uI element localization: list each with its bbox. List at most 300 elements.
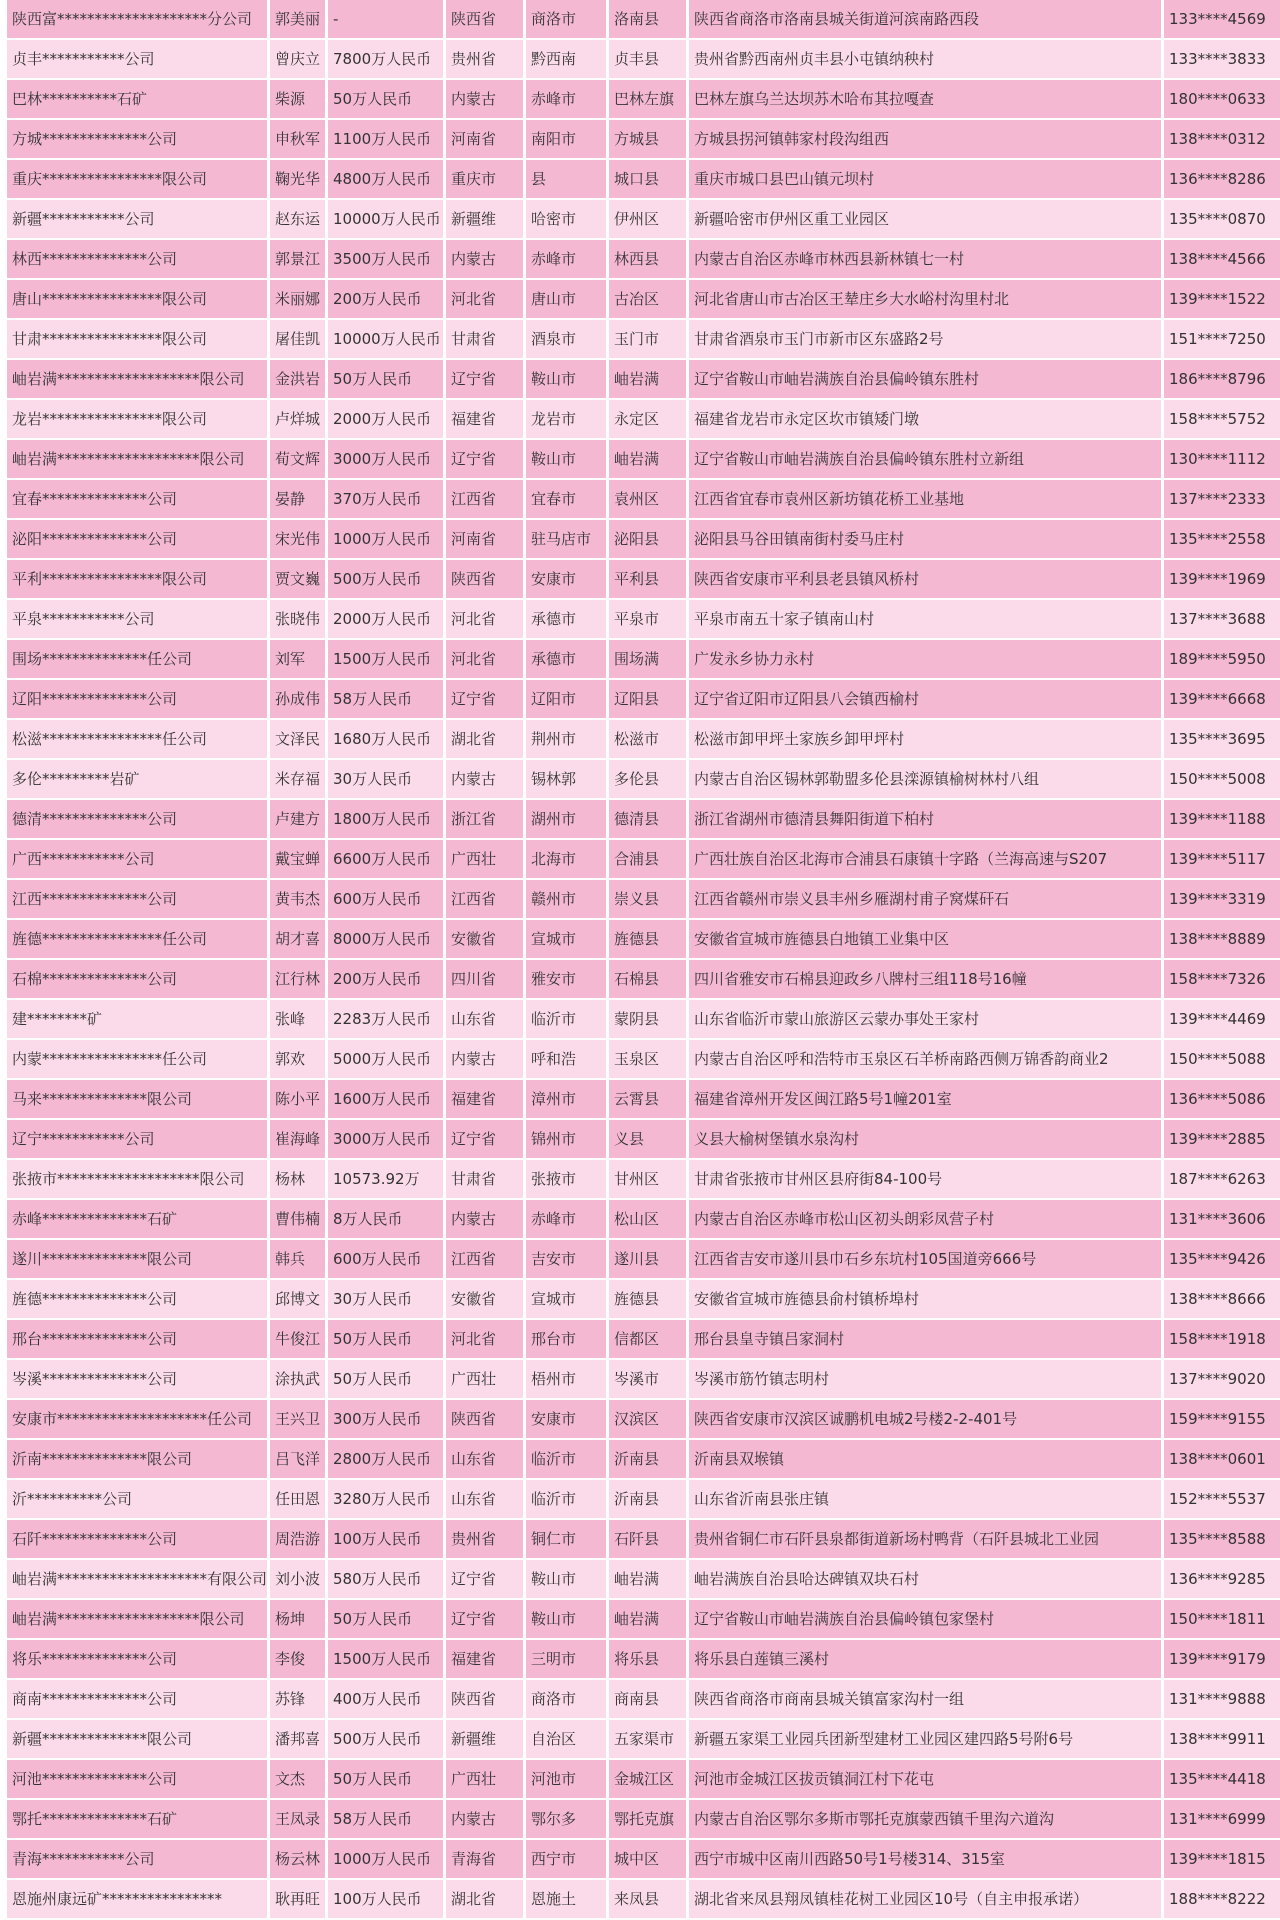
province-cell: 河南省 <box>446 120 523 160</box>
city-cell: 宣城市 <box>526 920 606 960</box>
district-cell: 伊州区 <box>609 200 686 240</box>
city-cell: 南阳市 <box>526 120 606 160</box>
table-row <box>7 680 1280 720</box>
city-cell: 赤峰市 <box>526 80 606 120</box>
company-name-cell: 将乐**************公司 <box>7 1640 267 1680</box>
address-cell: 广西壮族自治区北海市合浦县石康镇十字路（兰海高速与S207 <box>689 840 1161 880</box>
registered-capital-cell: 58万人民币 <box>328 680 443 720</box>
address-cell: 辽宁省鞍山市岫岩满族自治县偏岭镇东胜村 <box>689 360 1161 400</box>
registered-capital-cell: 58万人民币 <box>328 1800 443 1840</box>
table-row <box>7 1400 1280 1440</box>
city-cell: 临沂市 <box>526 1440 606 1480</box>
registered-capital-cell: 50万人民币 <box>328 1320 443 1360</box>
contact-name-cell: 卢烊城 <box>270 400 325 440</box>
table-row <box>7 440 1280 480</box>
province-cell: 内蒙古 <box>446 1800 523 1840</box>
registered-capital-cell: 1000万人民币 <box>328 1840 443 1880</box>
contact-name-cell: 韩兵 <box>270 1240 325 1280</box>
province-cell: 甘肃省 <box>446 320 523 360</box>
district-cell: 旌德县 <box>609 920 686 960</box>
company-name-cell: 新疆**************限公司 <box>7 1720 267 1760</box>
company-name-cell: 宜春**************公司 <box>7 480 267 520</box>
table-row <box>7 760 1280 800</box>
province-cell: 安徽省 <box>446 1280 523 1320</box>
city-cell: 承德市 <box>526 600 606 640</box>
address-cell: 将乐县白莲镇三溪村 <box>689 1640 1161 1680</box>
district-cell: 沂南县 <box>609 1440 686 1480</box>
phone-cell: 135****0870 <box>1164 200 1280 240</box>
province-cell: 内蒙古 <box>446 760 523 800</box>
city-cell: 吉安市 <box>526 1240 606 1280</box>
company-name-cell: 建********矿 <box>7 1000 267 1040</box>
district-cell: 泌阳县 <box>609 520 686 560</box>
city-cell: 赣州市 <box>526 880 606 920</box>
province-cell: 广西壮 <box>446 1360 523 1400</box>
phone-cell: 139****6668 <box>1164 680 1280 720</box>
district-cell: 玉门市 <box>609 320 686 360</box>
phone-cell: 139****5117 <box>1164 840 1280 880</box>
address-cell: 岑溪市筋竹镇志明村 <box>689 1360 1161 1400</box>
contact-name-cell: 郭欢 <box>270 1040 325 1080</box>
district-cell: 汉滨区 <box>609 1400 686 1440</box>
phone-cell: 131****6999 <box>1164 1800 1280 1840</box>
table-row <box>7 1440 1280 1480</box>
table-row <box>7 280 1280 320</box>
company-name-cell: 多伦*********岩矿 <box>7 760 267 800</box>
district-cell: 五家渠市 <box>609 1720 686 1760</box>
company-name-cell: 江西**************公司 <box>7 880 267 920</box>
city-cell: 商洛市 <box>526 1680 606 1720</box>
company-name-cell: 遂川**************限公司 <box>7 1240 267 1280</box>
contact-name-cell: 鞠光华 <box>270 160 325 200</box>
company-name-cell: 赤峰**************石矿 <box>7 1200 267 1240</box>
contact-name-cell: 卢建方 <box>270 800 325 840</box>
company-name-cell: 泌阳**************公司 <box>7 520 267 560</box>
contact-name-cell: 王兴卫 <box>270 1400 325 1440</box>
phone-cell: 139****9179 <box>1164 1640 1280 1680</box>
registered-capital-cell: 50万人民币 <box>328 1600 443 1640</box>
district-cell: 林西县 <box>609 240 686 280</box>
registered-capital-cell: 100万人民币 <box>328 1880 443 1920</box>
company-name-cell: 鄂托**************石矿 <box>7 1800 267 1840</box>
city-cell: 县 <box>526 160 606 200</box>
district-cell: 岫岩满 <box>609 440 686 480</box>
phone-cell: 139****3319 <box>1164 880 1280 920</box>
address-cell: 贵州省铜仁市石阡县泉都街道新场村鸭背（石阡县城北工业园 <box>689 1520 1161 1560</box>
district-cell: 德清县 <box>609 800 686 840</box>
table-row <box>7 200 1280 240</box>
registered-capital-cell: 1500万人民币 <box>328 1640 443 1680</box>
district-cell: 义县 <box>609 1120 686 1160</box>
registered-capital-cell: 600万人民币 <box>328 880 443 920</box>
company-name-cell: 贞丰***********公司 <box>7 40 267 80</box>
table-row <box>7 600 1280 640</box>
contact-name-cell: 牛俊江 <box>270 1320 325 1360</box>
phone-cell: 130****1112 <box>1164 440 1280 480</box>
table-row <box>7 1640 1280 1680</box>
phone-cell: 139****1815 <box>1164 1840 1280 1880</box>
city-cell: 承德市 <box>526 640 606 680</box>
phone-cell: 137****3688 <box>1164 600 1280 640</box>
province-cell: 陕西省 <box>446 1400 523 1440</box>
registered-capital-cell: 1680万人民币 <box>328 720 443 760</box>
contact-name-cell: 郭美丽 <box>270 0 325 40</box>
address-cell: 安徽省宣城市旌德县俞村镇桥埠村 <box>689 1280 1161 1320</box>
district-cell: 沂南县 <box>609 1480 686 1520</box>
registered-capital-cell: 50万人民币 <box>328 360 443 400</box>
address-cell: 西宁市城中区南川西路50号1号楼314、315室 <box>689 1840 1161 1880</box>
contact-name-cell: 晏静 <box>270 480 325 520</box>
city-cell: 安康市 <box>526 560 606 600</box>
phone-cell: 158****5752 <box>1164 400 1280 440</box>
table-row <box>7 320 1280 360</box>
province-cell: 辽宁省 <box>446 1120 523 1160</box>
registered-capital-cell: 50万人民币 <box>328 1360 443 1400</box>
company-name-cell: 旌德****************任公司 <box>7 920 267 960</box>
company-name-cell: 沂南**************限公司 <box>7 1440 267 1480</box>
city-cell: 酒泉市 <box>526 320 606 360</box>
table-row <box>7 1240 1280 1280</box>
company-name-cell: 岫岩满********************有限公司 <box>7 1560 267 1600</box>
district-cell: 巴林左旗 <box>609 80 686 120</box>
province-cell: 辽宁省 <box>446 1600 523 1640</box>
phone-cell: 139****2885 <box>1164 1120 1280 1160</box>
contact-name-cell: 杨林 <box>270 1160 325 1200</box>
district-cell: 旌德县 <box>609 1280 686 1320</box>
city-cell: 哈密市 <box>526 200 606 240</box>
city-cell: 铜仁市 <box>526 1520 606 1560</box>
company-name-cell: 广西***********公司 <box>7 840 267 880</box>
contact-name-cell: 涂执武 <box>270 1360 325 1400</box>
province-cell: 四川省 <box>446 960 523 1000</box>
contact-name-cell: 王凤录 <box>270 1800 325 1840</box>
address-cell: 内蒙古自治区呼和浩特市玉泉区石羊桥南路西侧万锦香韵商业2 <box>689 1040 1161 1080</box>
table-row <box>7 920 1280 960</box>
city-cell: 临沂市 <box>526 1000 606 1040</box>
address-cell: 陕西省安康市汉滨区诚鹏机电城2号楼2-2-401号 <box>689 1400 1161 1440</box>
phone-cell: 139****1188 <box>1164 800 1280 840</box>
phone-cell: 136****8286 <box>1164 160 1280 200</box>
registered-capital-cell: 400万人民币 <box>328 1680 443 1720</box>
province-cell: 浙江省 <box>446 800 523 840</box>
district-cell: 遂川县 <box>609 1240 686 1280</box>
table-row <box>7 480 1280 520</box>
phone-cell: 158****7326 <box>1164 960 1280 1000</box>
company-name-cell: 新疆***********公司 <box>7 200 267 240</box>
province-cell: 山东省 <box>446 1000 523 1040</box>
registered-capital-cell: 100万人民币 <box>328 1520 443 1560</box>
registered-capital-cell: 1600万人民币 <box>328 1080 443 1120</box>
contact-name-cell: 曹伟楠 <box>270 1200 325 1240</box>
contact-name-cell: 孙成伟 <box>270 680 325 720</box>
address-cell: 湖北省来凤县翔凤镇桂花树工业园区10号（自主申报承诺） <box>689 1880 1161 1920</box>
company-name-cell: 松滋****************任公司 <box>7 720 267 760</box>
contact-name-cell: 宋光伟 <box>270 520 325 560</box>
district-cell: 贞丰县 <box>609 40 686 80</box>
table-row <box>7 40 1280 80</box>
address-cell: 沂南县双堠镇 <box>689 1440 1161 1480</box>
address-cell: 山东省临沂市蒙山旅游区云蒙办事处王家村 <box>689 1000 1161 1040</box>
contact-name-cell: 贾文巍 <box>270 560 325 600</box>
registered-capital-cell: 3000万人民币 <box>328 1120 443 1160</box>
address-cell: 江西省赣州市崇义县丰州乡雁湖村甫子窝煤矸石 <box>689 880 1161 920</box>
table-row <box>7 1840 1280 1880</box>
district-cell: 玉泉区 <box>609 1040 686 1080</box>
registered-capital-cell: 300万人民币 <box>328 1400 443 1440</box>
address-cell: 河北省唐山市古冶区王辇庄乡大水峪村沟里村北 <box>689 280 1161 320</box>
province-cell: 陕西省 <box>446 0 523 40</box>
province-cell: 贵州省 <box>446 1520 523 1560</box>
phone-cell: 150****5008 <box>1164 760 1280 800</box>
address-cell: 岫岩满族自治县哈达碑镇双块石村 <box>689 1560 1161 1600</box>
city-cell: 鞍山市 <box>526 440 606 480</box>
address-cell: 江西省吉安市遂川县巾石乡东坑村105国道旁666号 <box>689 1240 1161 1280</box>
address-cell: 甘肃省酒泉市玉门市新市区东盛路2号 <box>689 320 1161 360</box>
registered-capital-cell: 10573.92万 <box>328 1160 443 1200</box>
province-cell: 辽宁省 <box>446 360 523 400</box>
province-cell: 河北省 <box>446 1320 523 1360</box>
district-cell: 蒙阴县 <box>609 1000 686 1040</box>
city-cell: 张掖市 <box>526 1160 606 1200</box>
contact-name-cell: 潘邦喜 <box>270 1720 325 1760</box>
address-cell: 内蒙古自治区鄂尔多斯市鄂托克旗蒙西镇千里沟六道沟 <box>689 1800 1161 1840</box>
contact-name-cell: 刘军 <box>270 640 325 680</box>
phone-cell: 138****8666 <box>1164 1280 1280 1320</box>
registered-capital-cell: 3000万人民币 <box>328 440 443 480</box>
company-name-cell: 旌德**************公司 <box>7 1280 267 1320</box>
company-name-cell: 邢台**************公司 <box>7 1320 267 1360</box>
contact-name-cell: 张峰 <box>270 1000 325 1040</box>
city-cell: 辽阳市 <box>526 680 606 720</box>
registered-capital-cell: 500万人民币 <box>328 1720 443 1760</box>
address-cell: 陕西省商洛市商南县城关镇富家沟村一组 <box>689 1680 1161 1720</box>
registered-capital-cell: 30万人民币 <box>328 760 443 800</box>
table-row <box>7 1480 1280 1520</box>
city-cell: 宜春市 <box>526 480 606 520</box>
registered-capital-cell: 1800万人民币 <box>328 800 443 840</box>
registered-capital-cell: 5000万人民币 <box>328 1040 443 1080</box>
company-name-cell: 龙岩****************限公司 <box>7 400 267 440</box>
phone-cell: 131****3606 <box>1164 1200 1280 1240</box>
province-cell: 安徽省 <box>446 920 523 960</box>
city-cell: 唐山市 <box>526 280 606 320</box>
province-cell: 河北省 <box>446 280 523 320</box>
company-name-cell: 马来**************限公司 <box>7 1080 267 1120</box>
table-row <box>7 1600 1280 1640</box>
contact-name-cell: 金洪岩 <box>270 360 325 400</box>
registered-capital-cell: 1500万人民币 <box>328 640 443 680</box>
city-cell: 黔西南 <box>526 40 606 80</box>
address-cell: 新疆五家渠工业园兵团新型建材工业园区建四路5号附6号 <box>689 1720 1161 1760</box>
district-cell: 鄂托克旗 <box>609 1800 686 1840</box>
address-cell: 浙江省湖州市德清县舞阳街道下柏村 <box>689 800 1161 840</box>
contact-name-cell: 戴宝蝉 <box>270 840 325 880</box>
district-cell: 平泉市 <box>609 600 686 640</box>
district-cell: 石棉县 <box>609 960 686 1000</box>
table-row <box>7 360 1280 400</box>
district-cell: 松滋市 <box>609 720 686 760</box>
city-cell: 鞍山市 <box>526 360 606 400</box>
contact-name-cell: 文泽民 <box>270 720 325 760</box>
registered-capital-cell: 200万人民币 <box>328 960 443 1000</box>
contact-name-cell: 杨坤 <box>270 1600 325 1640</box>
city-cell: 宣城市 <box>526 1280 606 1320</box>
province-cell: 内蒙古 <box>446 1200 523 1240</box>
address-cell: 方城县拐河镇韩家村段沟组西 <box>689 120 1161 160</box>
city-cell: 呼和浩 <box>526 1040 606 1080</box>
address-cell: 平泉市南五十家子镇南山村 <box>689 600 1161 640</box>
address-cell: 内蒙古自治区赤峰市松山区初头朗彩凤营子村 <box>689 1200 1161 1240</box>
province-cell: 陕西省 <box>446 560 523 600</box>
table-row <box>7 1560 1280 1600</box>
city-cell: 驻马店市 <box>526 520 606 560</box>
address-cell: 广发永乡协力永村 <box>689 640 1161 680</box>
district-cell: 古冶区 <box>609 280 686 320</box>
registered-capital-cell: 50万人民币 <box>328 80 443 120</box>
city-cell: 锡林郭 <box>526 760 606 800</box>
table-row <box>7 840 1280 880</box>
table-row <box>7 80 1280 120</box>
address-cell: 重庆市城口县巴山镇元坝村 <box>689 160 1161 200</box>
city-cell: 漳州市 <box>526 1080 606 1120</box>
company-name-cell: 平泉***********公司 <box>7 600 267 640</box>
registered-capital-cell: 2000万人民币 <box>328 400 443 440</box>
table-row <box>7 120 1280 160</box>
province-cell: 辽宁省 <box>446 1560 523 1600</box>
contact-name-cell: 荀文辉 <box>270 440 325 480</box>
district-cell: 将乐县 <box>609 1640 686 1680</box>
phone-cell: 150****5088 <box>1164 1040 1280 1080</box>
district-cell: 围场满 <box>609 640 686 680</box>
phone-cell: 135****3695 <box>1164 720 1280 760</box>
city-cell: 自治区 <box>526 1720 606 1760</box>
province-cell: 辽宁省 <box>446 680 523 720</box>
company-name-cell: 重庆****************限公司 <box>7 160 267 200</box>
city-cell: 赤峰市 <box>526 1200 606 1240</box>
district-cell: 来凤县 <box>609 1880 686 1920</box>
district-cell: 岫岩满 <box>609 1600 686 1640</box>
registered-capital-cell: 8万人民币 <box>328 1200 443 1240</box>
table-row <box>7 1200 1280 1240</box>
province-cell: 山东省 <box>446 1440 523 1480</box>
province-cell: 湖北省 <box>446 720 523 760</box>
province-cell: 重庆市 <box>446 160 523 200</box>
table-row <box>7 960 1280 1000</box>
district-cell: 平利县 <box>609 560 686 600</box>
district-cell: 崇义县 <box>609 880 686 920</box>
address-cell: 辽宁省辽阳市辽阳县八会镇西榆村 <box>689 680 1161 720</box>
company-name-cell: 唐山****************限公司 <box>7 280 267 320</box>
phone-cell: 133****4569 <box>1164 0 1280 40</box>
table-row <box>7 1160 1280 1200</box>
registered-capital-cell: - <box>328 0 443 40</box>
registered-capital-cell: 600万人民币 <box>328 1240 443 1280</box>
company-records-table <box>4 0 1280 1920</box>
province-cell: 江西省 <box>446 480 523 520</box>
phone-cell: 139****1522 <box>1164 280 1280 320</box>
province-cell: 山东省 <box>446 1480 523 1520</box>
registered-capital-cell: 6600万人民币 <box>328 840 443 880</box>
phone-cell: 138****4566 <box>1164 240 1280 280</box>
table-row <box>7 1760 1280 1800</box>
company-name-cell: 陕西富********************分公司 <box>7 0 267 40</box>
city-cell: 河池市 <box>526 1760 606 1800</box>
address-cell: 陕西省商洛市洛南县城关街道河滨南路西段 <box>689 0 1161 40</box>
registered-capital-cell: 1100万人民币 <box>328 120 443 160</box>
table-row <box>7 1520 1280 1560</box>
company-name-cell: 石阡**************公司 <box>7 1520 267 1560</box>
contact-name-cell: 张晓伟 <box>270 600 325 640</box>
address-cell: 甘肃省张掖市甘州区县府街84-100号 <box>689 1160 1161 1200</box>
contact-name-cell: 江行林 <box>270 960 325 1000</box>
company-name-cell: 恩施州康远矿**************** <box>7 1880 267 1920</box>
city-cell: 鄂尔多 <box>526 1800 606 1840</box>
province-cell: 广西壮 <box>446 840 523 880</box>
province-cell: 青海省 <box>446 1840 523 1880</box>
district-cell: 甘州区 <box>609 1160 686 1200</box>
province-cell: 内蒙古 <box>446 240 523 280</box>
address-cell: 内蒙古自治区赤峰市林西县新林镇七一村 <box>689 240 1161 280</box>
company-name-cell: 辽阳**************公司 <box>7 680 267 720</box>
phone-cell: 138****0312 <box>1164 120 1280 160</box>
address-cell: 新疆哈密市伊州区重工业园区 <box>689 200 1161 240</box>
contact-name-cell: 耿再旺 <box>270 1880 325 1920</box>
contact-name-cell: 邱博文 <box>270 1280 325 1320</box>
phone-cell: 138****0601 <box>1164 1440 1280 1480</box>
contact-name-cell: 陈小平 <box>270 1080 325 1120</box>
phone-cell: 136****9285 <box>1164 1560 1280 1600</box>
phone-cell: 133****3833 <box>1164 40 1280 80</box>
phone-cell: 151****7250 <box>1164 320 1280 360</box>
district-cell: 商南县 <box>609 1680 686 1720</box>
registered-capital-cell: 4800万人民币 <box>328 160 443 200</box>
address-cell: 山东省沂南县张庄镇 <box>689 1480 1161 1520</box>
province-cell: 贵州省 <box>446 40 523 80</box>
phone-cell: 186****8796 <box>1164 360 1280 400</box>
table-row <box>7 1000 1280 1040</box>
phone-cell: 150****1811 <box>1164 1600 1280 1640</box>
company-name-cell: 方城**************公司 <box>7 120 267 160</box>
city-cell: 湖州市 <box>526 800 606 840</box>
records-body <box>7 0 1280 1920</box>
contact-name-cell: 崔海峰 <box>270 1120 325 1160</box>
registered-capital-cell: 8000万人民币 <box>328 920 443 960</box>
address-cell: 内蒙古自治区锡林郭勒盟多伦县滦源镇榆树林村八组 <box>689 760 1161 800</box>
province-cell: 江西省 <box>446 1240 523 1280</box>
province-cell: 内蒙古 <box>446 1040 523 1080</box>
province-cell: 河北省 <box>446 640 523 680</box>
district-cell: 城中区 <box>609 1840 686 1880</box>
province-cell: 河北省 <box>446 600 523 640</box>
district-cell: 合浦县 <box>609 840 686 880</box>
registered-capital-cell: 2800万人民币 <box>328 1440 443 1480</box>
district-cell: 辽阳县 <box>609 680 686 720</box>
company-name-cell: 青海***********公司 <box>7 1840 267 1880</box>
table-row <box>7 1680 1280 1720</box>
city-cell: 安康市 <box>526 1400 606 1440</box>
phone-cell: 138****9911 <box>1164 1720 1280 1760</box>
table-row <box>7 1720 1280 1760</box>
city-cell: 梧州市 <box>526 1360 606 1400</box>
address-cell: 四川省雅安市石棉县迎政乡八牌村三组118号16幢 <box>689 960 1161 1000</box>
company-name-cell: 岫岩满*******************限公司 <box>7 1600 267 1640</box>
registered-capital-cell: 370万人民币 <box>328 480 443 520</box>
company-name-cell: 平利****************限公司 <box>7 560 267 600</box>
address-cell: 江西省宜春市袁州区新坊镇花桥工业基地 <box>689 480 1161 520</box>
phone-cell: 189****5950 <box>1164 640 1280 680</box>
contact-name-cell: 曾庆立 <box>270 40 325 80</box>
district-cell: 袁州区 <box>609 480 686 520</box>
